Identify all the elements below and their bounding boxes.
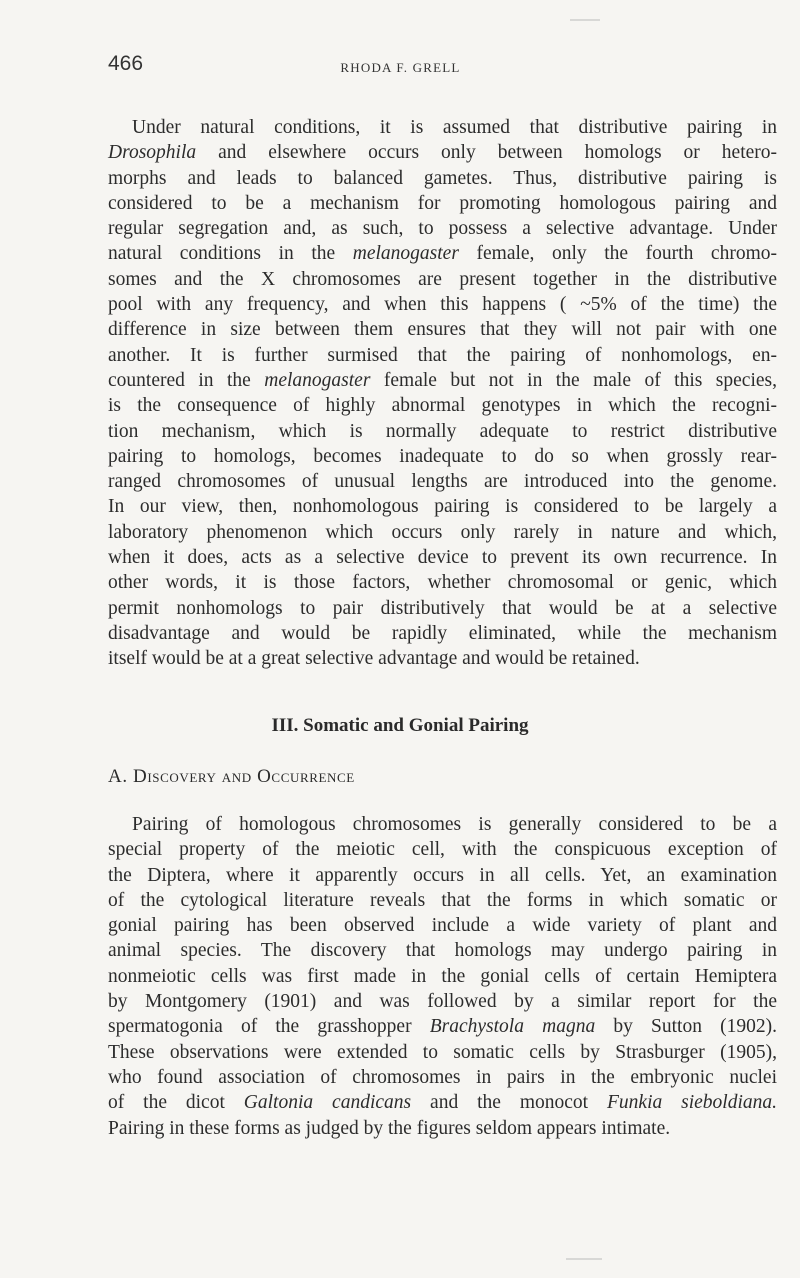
text-line: laboratory phenomenon which occurs only rarely in nature and which,	[108, 521, 777, 543]
text-line: considered to be a mechanism for promoting homologous pairing and	[108, 192, 777, 214]
page-header	[108, 52, 693, 82]
page-number: 466	[108, 52, 144, 75]
italic-term: Galtonia candicans	[243, 1092, 412, 1114]
text-line: natural conditions in the melanogaster female, only the fourth chromo-	[108, 243, 777, 265]
scan-artifact-top	[570, 19, 600, 21]
paragraph-2	[108, 812, 777, 1141]
text-line: regular segregation and, as such, to possess a selective advantage. Under	[108, 218, 777, 240]
text-line: of the cytological literature reveals that the forms in which somatic or	[108, 889, 777, 911]
italic-term: Funkia sieboldiana.	[607, 1092, 778, 1114]
text-line: disadvantage and would be rapidly eliminated, while the mechanism	[108, 622, 777, 644]
text-line: In our view, then, nonhomologous pairing is considered to be largely a	[108, 496, 777, 518]
text-line: Pairing of homologous chromosomes is generally considered to be a	[132, 814, 777, 835]
text-line: of the dicot Galtonia candicans and the monocot Funkia sieboldiana.	[108, 1092, 778, 1114]
text-line: other words, it is those factors, whether chromosomal or genic, which	[108, 572, 777, 594]
text-line: nonmeiotic cells was first made in the gonial cells of certain Hemiptera	[108, 965, 777, 987]
section-heading: III. Somatic and Gonial Pairing	[271, 715, 529, 736]
text-line: somes and the X chromosomes are present together in the distributive	[108, 268, 777, 290]
text-line: pairing to homologs, becomes inadequate to do so when grossly rear-	[108, 445, 777, 467]
text-line: permit nonhomologs to pair distributively that would be at a selective	[108, 597, 777, 619]
italic-term: Drosophila	[108, 142, 197, 164]
text-line: when it does, acts as a selective device to prevent its own recurrence. In	[108, 547, 777, 569]
text-line: Pairing in these forms as judged by the figures seldom appears intimate.	[108, 1117, 671, 1139]
scan-artifact-bottom	[566, 1258, 602, 1260]
text-line: morphs and leads to balanced gametes. Thus, distributive pairing is	[108, 167, 777, 189]
text-line: Under natural conditions, it is assumed that distributive pairing in	[132, 117, 777, 138]
running-head: RHODA F. GRELL	[340, 60, 461, 75]
text-line: countered in the melanogaster female but not in the male of this species,	[108, 369, 777, 391]
text-line: by Montgomery (1901) and was followed by a similar report for the	[108, 991, 777, 1013]
text-line: Drosophila and elsewhere occurs only between homologs or hetero-	[108, 142, 777, 164]
italic-term: melanogaster	[352, 243, 459, 265]
italic-term: Brachystola magna	[429, 1016, 596, 1038]
italic-term: melanogaster	[264, 369, 371, 391]
text-line: ranged chromosomes of unusual lengths are introduced into the genome.	[108, 471, 777, 493]
text-line: pool with any frequency, and when this happens ( ~5% of the time) the	[108, 294, 777, 316]
text-line: spermatogonia of the grasshopper Brachystola magna by Sutton (1902).	[108, 1016, 777, 1038]
subsection-heading: A. Discovery and Occurrence	[108, 766, 355, 787]
text-line: the Diptera, where it apparently occurs in all cells. Yet, an examination	[108, 864, 777, 886]
paragraph-1	[108, 115, 777, 672]
text-line: These observations were extended to somatic cells by Strasburger (1905),	[108, 1041, 777, 1063]
text-line: gonial pairing has been observed include a wide variety of plant and	[108, 915, 777, 937]
text-line: who found association of chromosomes in pairs in the embryonic nuclei	[108, 1066, 777, 1088]
text-line: is the consequence of highly abnormal genotypes in which the recogni-	[108, 395, 777, 417]
text-line: itself would be at a great selective advantage and would be retained.	[108, 648, 640, 670]
text-line: another. It is further surmised that the pairing of nonhomologs, en-	[108, 344, 777, 366]
text-line: tion mechanism, which is normally adequate to restrict distributive	[108, 420, 777, 442]
text-line: difference in size between them ensures that they will not pair with one	[108, 319, 777, 341]
text-line: special property of the meiotic cell, with the conspicuous exception of	[108, 839, 777, 861]
text-line: animal species. The discovery that homologs may undergo pairing in	[108, 940, 777, 962]
